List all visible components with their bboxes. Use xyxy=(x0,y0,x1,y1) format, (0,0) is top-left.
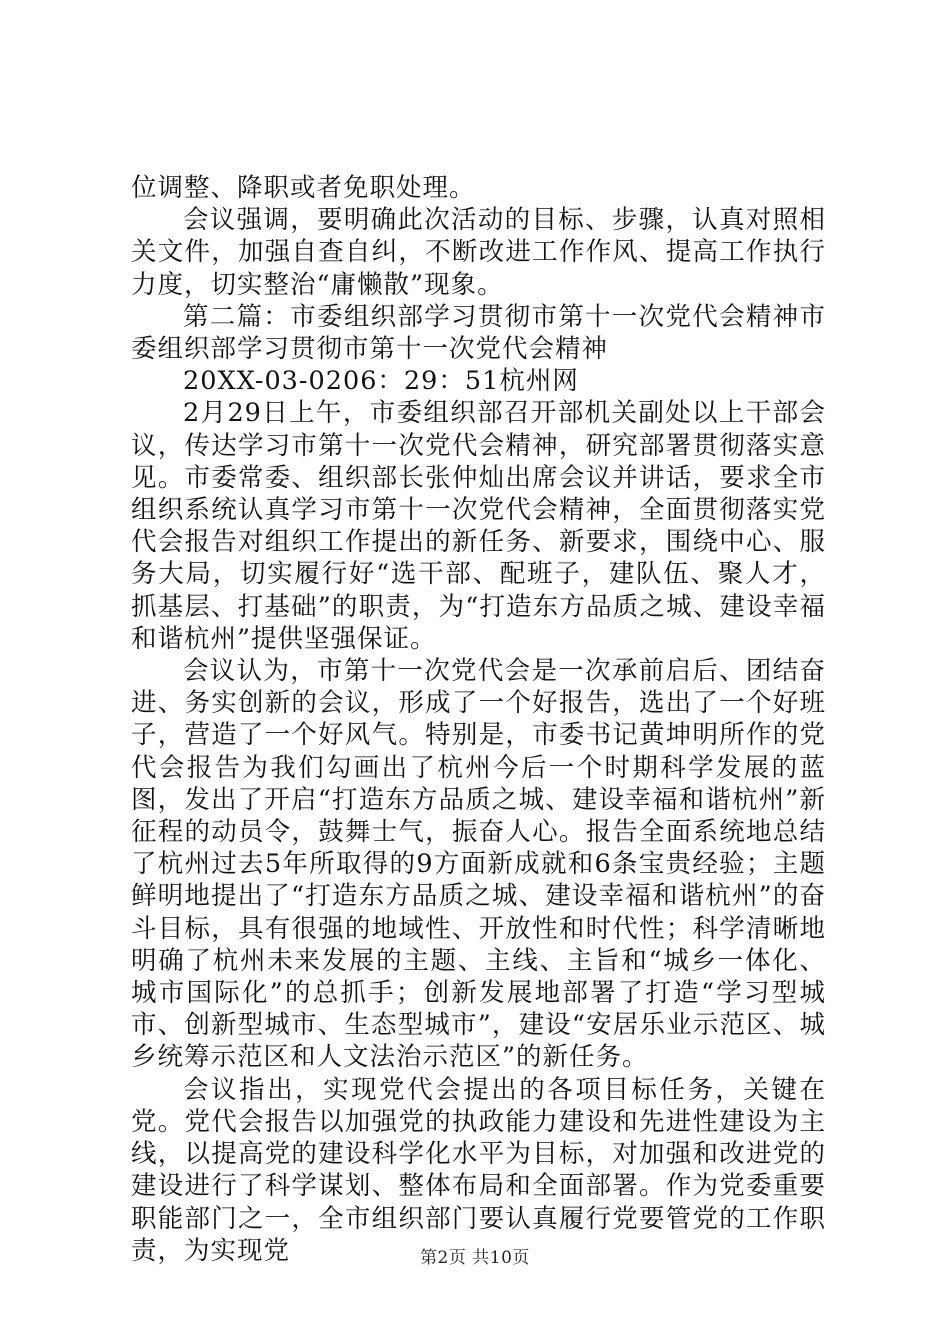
paragraph-continuation: 位调整、降职或者免职处理。 xyxy=(131,173,476,203)
paragraph-meeting-emphasis: 会议强调，要明确此次活动的目标、步骤，认真对照相关文件，加强自查自纠，不断改进工作作风、提高工作执行力度，切实整治“庸懒散”现象。 xyxy=(131,205,826,300)
paragraph-meeting-point: 会议指出，实现党代会提出的各项目标任务，关键在党。党代会报告以加强党的执政能力建设和先进性建设为主线，以提高党的建设科学化水平为目标，对加强和改进党的建设进行了科学谋划、整体布局和全面部署。作为党委重要职能部门之一，全市组织部门要认真履行党要管党的工作职责，为实现党 xyxy=(131,1074,826,1266)
paragraph-meeting-report: 2月29日上午，市委组织部召开部机关副处以上干部会议，传达学习市第十一次党代会精神，研究部署贯彻落实意见。市委常委、组织部长张仲灿出席会议并讲话，要求全市组织系统认真学习市第十一次党代会精神，全面贯彻落实党代会报告对组织工作提出的新任务、新要求，围绕中心、服务大局，切实履行好“选干部、配班子，建队伍、聚人才，抓基层、打基础”的职责，为“打造东方品质之城、建设幸福和谐杭州”提供坚强保证。 xyxy=(131,398,826,654)
article-dateline: 20XX-03-0206：29：51杭州网 xyxy=(183,366,579,397)
section-heading-second-article: 第二篇：市委组织部学习贯彻市第十一次党代会精神市委组织部学习贯彻市第十一次党代会精神 xyxy=(131,301,826,365)
document-body xyxy=(131,172,826,1267)
page-number-footer: 第2页 共10页 xyxy=(420,1248,530,1268)
paragraph-meeting-opinion: 会议认为，市第十一次党代会是一次承前启后、团结奋进、务实创新的会议，形成了一个好报告，选出了一个好班子，营造了一个好风气。特别是，市委书记黄坤明所作的党代会报告为我们勾画出了杭州今后一个时期科学发展的蓝图，发出了开启“打造东方品质之城、建设幸福和谐杭州”新征程的动员令，鼓舞士气，振奋人心。报告全面系统地总结了杭州过去5年所取得的9方面新成就和6条宝贵经验；主题鲜明地提出了“打造东方品质之城、建设幸福和谐杭州”的奋斗目标，具有很强的地域性、开放性和时代性；科学清晰地明确了杭州未来发展的主题、主线、主旨和“城乡一体化、城市国际化”的总抓手；创新发展地部署了打造“学习型城市、创新型城市、生态型城市”，建设“安居乐业示范区、城乡统筹示范区和人文法治示范区”的新任务。 xyxy=(131,656,826,1073)
